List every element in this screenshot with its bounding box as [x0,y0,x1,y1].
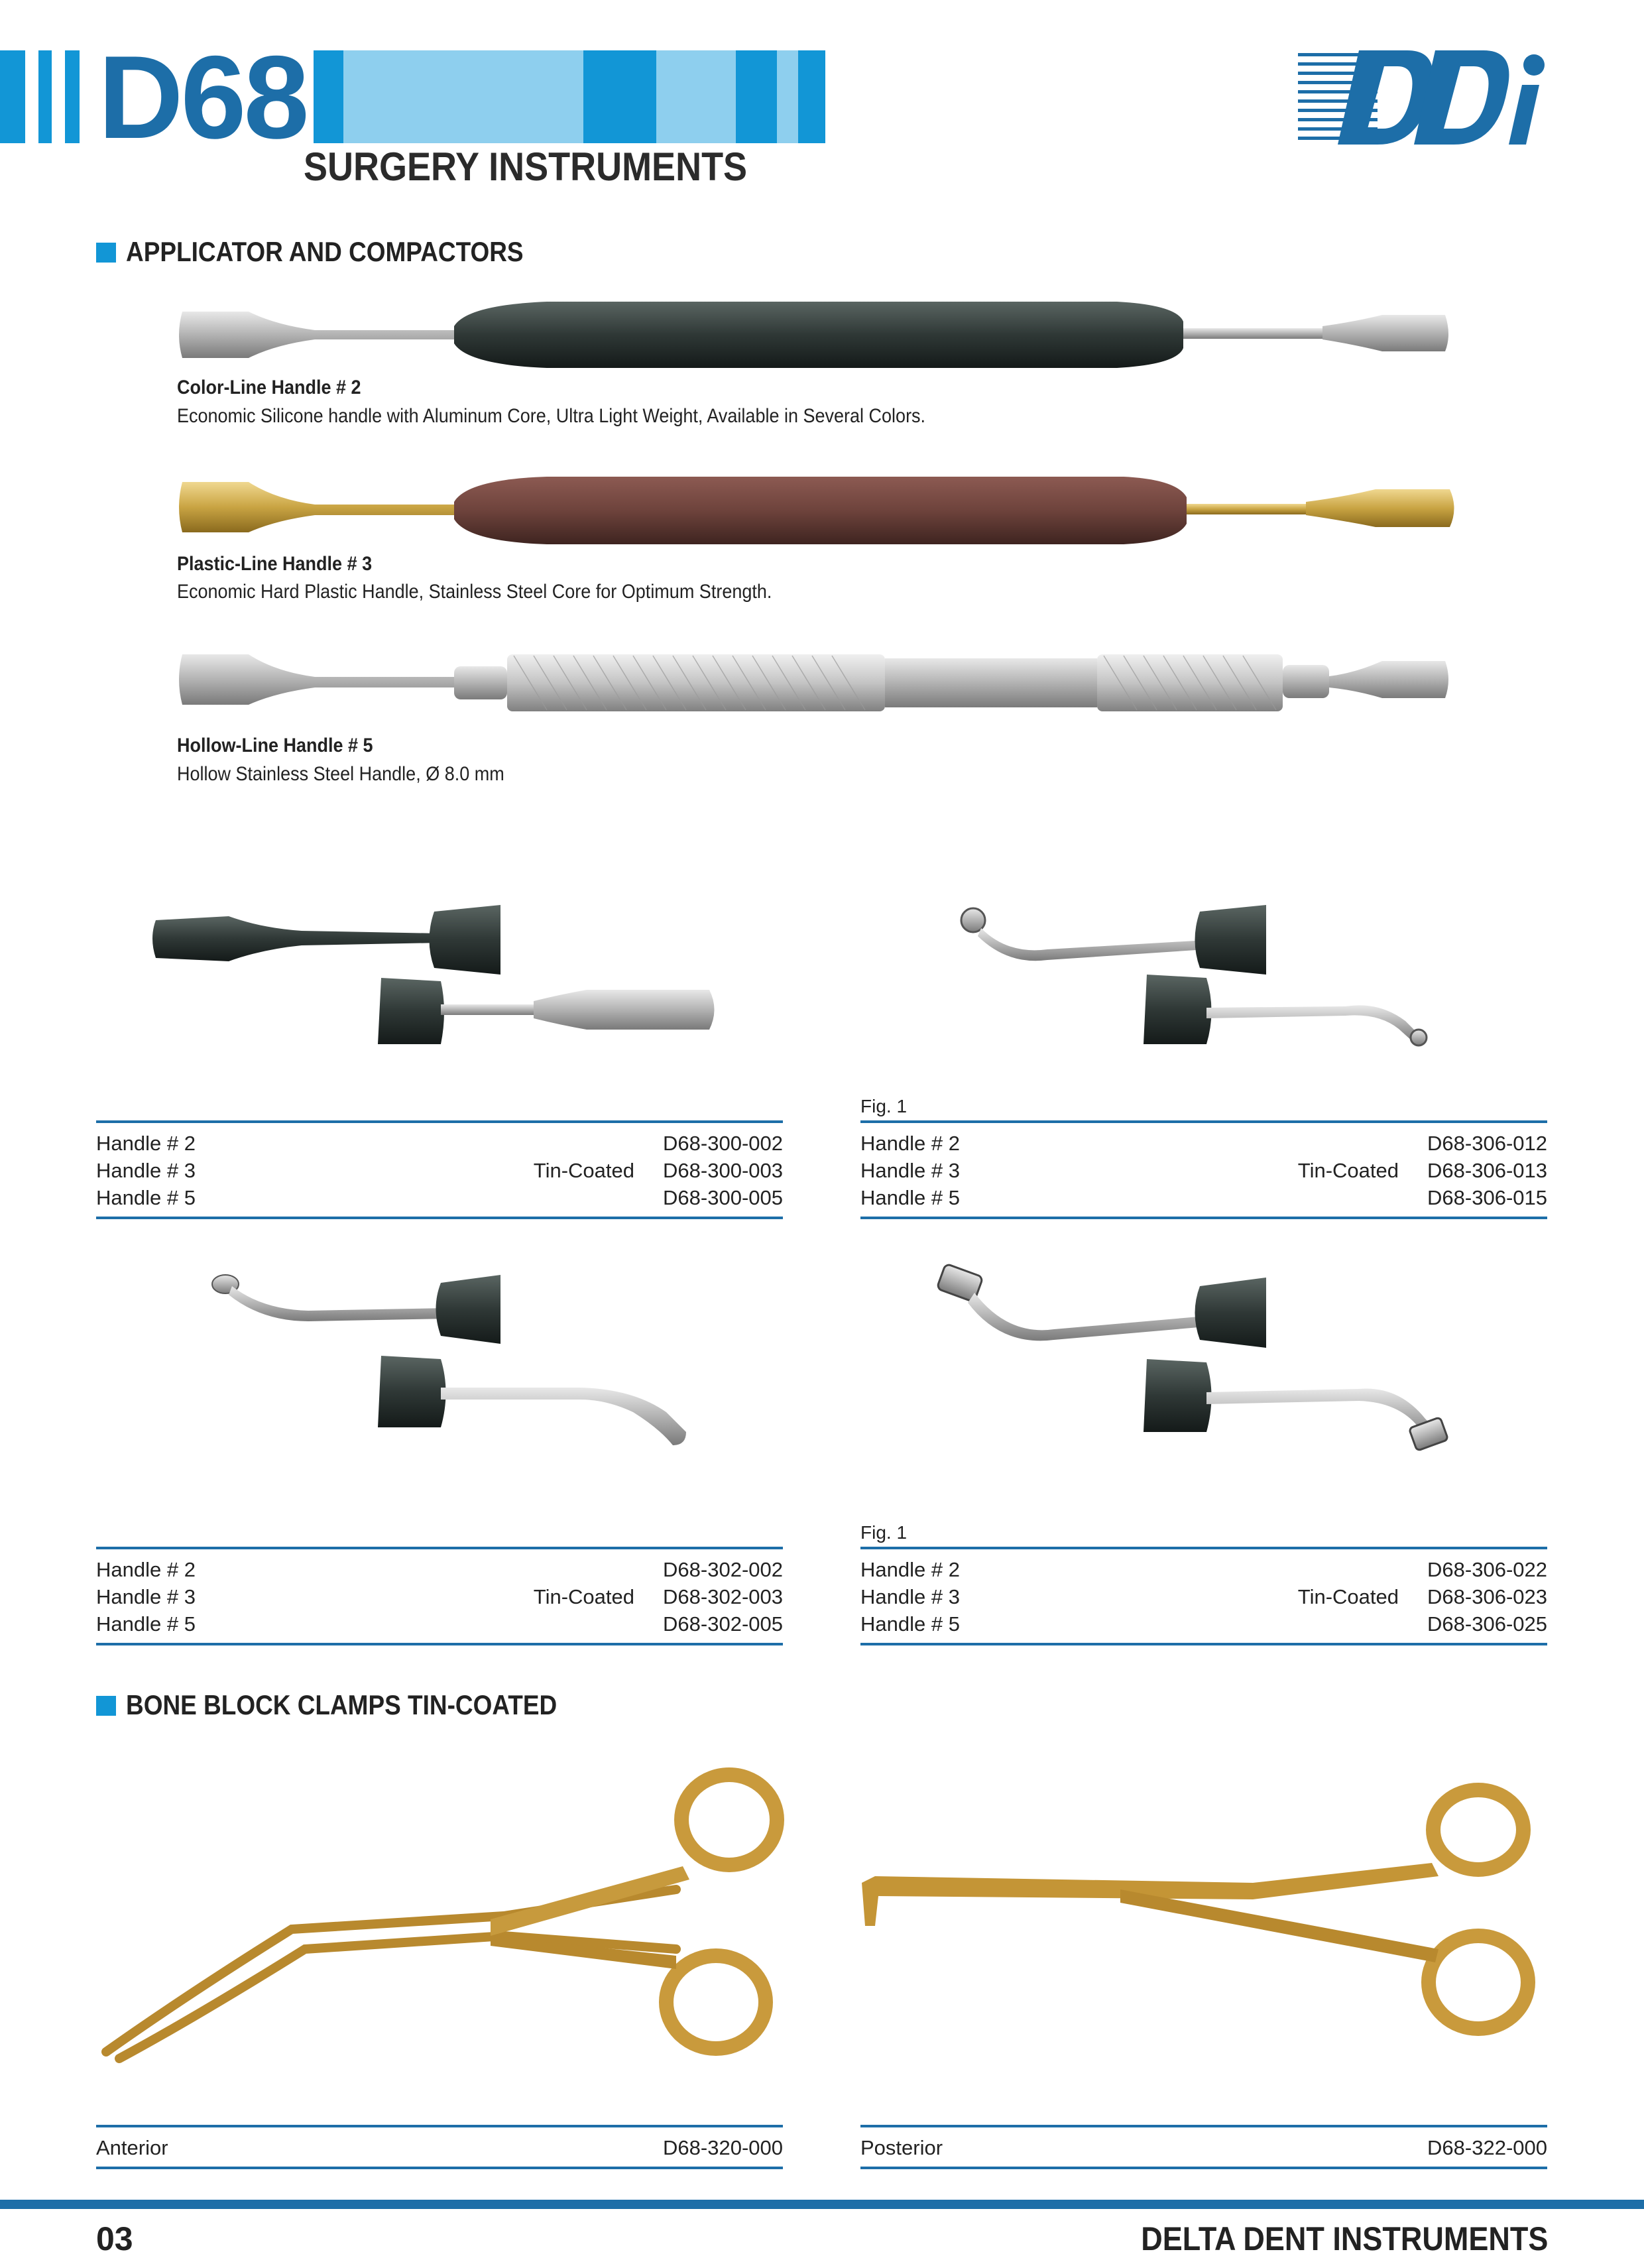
color-line-instrument-image [176,292,1452,378]
table-row [96,1130,783,1157]
handle-description: Hollow Stainless Steel Handle, Ø 8.0 mm [177,763,504,785]
table-bottom-rule [860,1643,1547,1645]
handle-name: Hollow-Line Handle # 5 [177,735,373,756]
posterior-clamp-image [855,1783,1551,2035]
handle-description: Economic Silicone handle with Aluminum Core, Ultra Light Weight, Available in Several Colors. [177,405,926,427]
section-title-clamps: BONE BLOCK CLAMPS TIN-COATED [126,1689,558,1720]
row-label: Handle # 3 [860,1585,960,1608]
catalog-code: D68 [91,41,314,154]
product-code: D68-300-005 [663,1186,783,1209]
product-code: D68-306-025 [1427,1612,1547,1636]
page-number: 03 [96,2220,133,2257]
row-label: Handle # 3 [860,1159,960,1182]
product-table [860,2125,1547,2169]
plastic-line-instrument-image [176,467,1458,554]
table-row [96,1184,783,1211]
handle-name: Plastic-Line Handle # 3 [177,553,373,575]
row-note: Tin-Coated [533,1159,634,1182]
row-label: Handle # 2 [860,1132,960,1155]
product-table [860,1547,1547,1645]
row-note: Tin-Coated [1297,1585,1399,1608]
spoon-302-image [209,1270,693,1455]
row-label: Handle # 3 [96,1585,196,1608]
condenser-306-01-image [955,902,1445,1047]
table-row [860,1130,1547,1157]
product-code: D68-306-013 [1427,1159,1547,1182]
table-row [96,1157,783,1184]
page-subtitle: SURGERY INSTRUMENTS [304,145,748,189]
table-bottom-rule [96,1217,783,1219]
row-label: Handle # 3 [96,1159,196,1182]
row-label: Handle # 5 [96,1612,196,1636]
row-label: Handle # 5 [860,1186,960,1209]
product-code: D68-302-002 [663,1558,783,1581]
product-code: D68-302-005 [663,1612,783,1636]
brand-name: DELTA DENT INSTRUMENTS [1140,2220,1548,2257]
table-row [860,2134,1547,2161]
product-table [96,1120,783,1219]
product-code: D68-306-015 [1427,1186,1547,1209]
figure-label: Fig. 1 [860,1096,908,1116]
table-row [860,1556,1547,1583]
product-code: D68-306-012 [1427,1132,1547,1155]
table-row [860,1583,1547,1610]
product-table [96,1547,783,1645]
condenser-306-02-image [935,1263,1458,1462]
row-label: Handle # 5 [860,1612,960,1636]
product-table [96,2125,783,2169]
section-title-applicators: APPLICATOR AND COMPACTORS [126,236,524,267]
row-note: Tin-Coated [533,1585,634,1608]
ddi-logo-icon [1298,45,1550,151]
row-label: Handle # 5 [96,1186,196,1209]
table-row [96,2134,783,2161]
row-label: Anterior [96,2136,168,2159]
table-row [96,1610,783,1638]
figure-label: Fig. 1 [860,1522,908,1543]
row-label: Handle # 2 [96,1558,196,1581]
section-marker [96,1696,116,1716]
anterior-clamp-image [93,1757,789,2062]
table-row [860,1157,1547,1184]
hollow-line-instrument-image [176,646,1452,719]
handle-name: Color-Line Handle # 2 [177,377,361,398]
product-code: D68-322-000 [1427,2136,1547,2159]
table-bottom-rule [860,1217,1547,1219]
table-bottom-rule [96,2167,783,2169]
product-table [860,1120,1547,1219]
product-code: D68-302-003 [663,1585,783,1608]
section-marker [96,243,116,263]
row-label: Handle # 2 [860,1558,960,1581]
row-note: Tin-Coated [1297,1159,1399,1182]
product-code: D68-306-023 [1427,1585,1547,1608]
table-bottom-rule [96,1643,783,1645]
row-label: Handle # 2 [96,1132,196,1155]
product-code: D68-300-003 [663,1159,783,1182]
product-code: D68-300-002 [663,1132,783,1155]
table-row [96,1556,783,1583]
row-label: Posterior [860,2136,943,2159]
product-code: D68-320-000 [663,2136,783,2159]
table-bottom-rule [860,2167,1547,2169]
applicator-300-image [149,902,719,1047]
product-code: D68-306-022 [1427,1558,1547,1581]
table-row [96,1583,783,1610]
footer-bar [0,2200,1644,2209]
handle-description: Economic Hard Plastic Handle, Stainless Steel Core for Optimum Strength. [177,581,772,603]
table-row [860,1184,1547,1211]
table-row [860,1610,1547,1638]
